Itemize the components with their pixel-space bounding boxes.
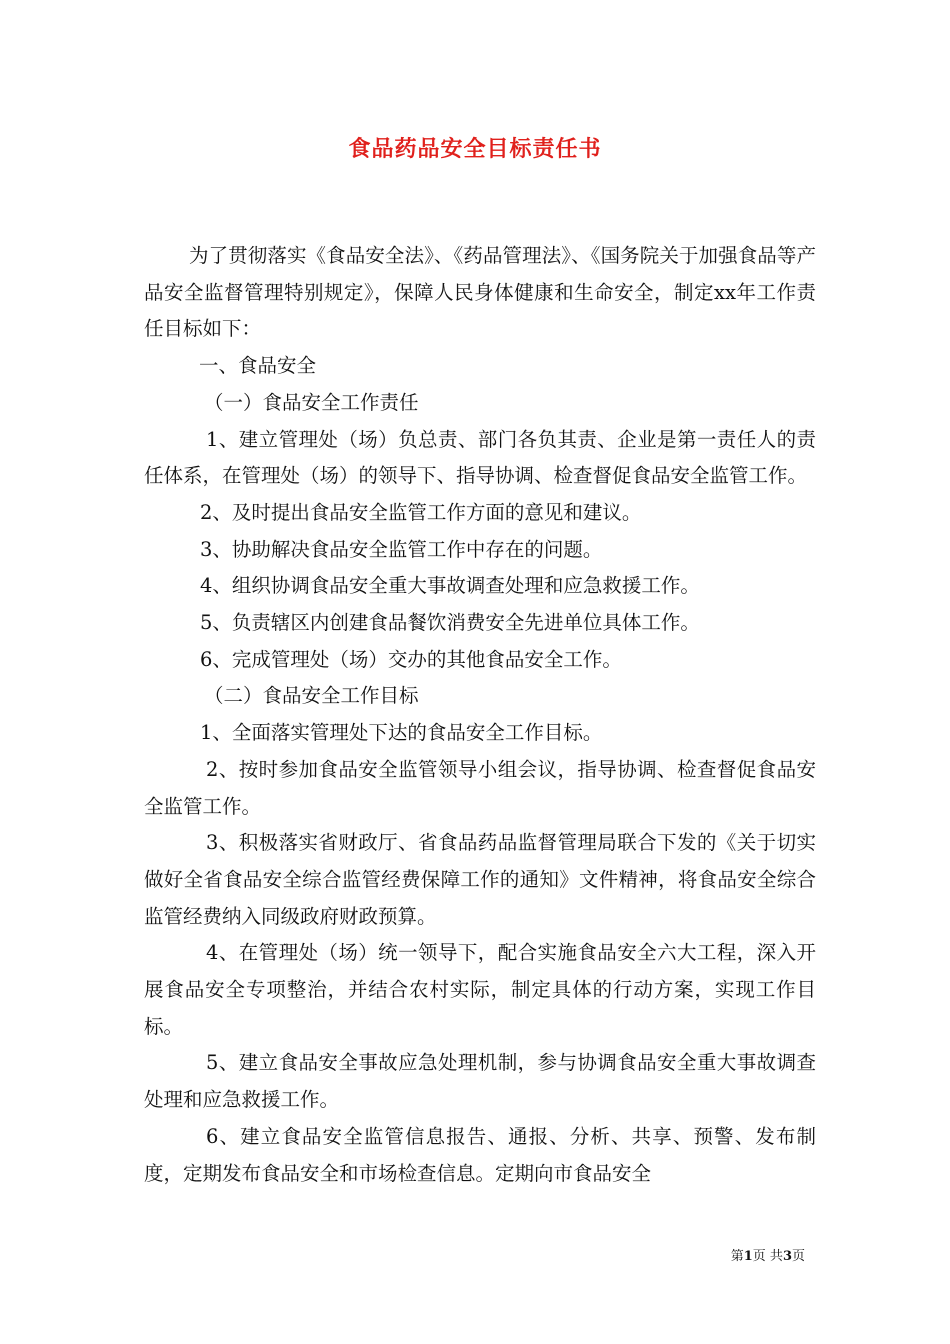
footer-prefix: 第	[730, 1249, 744, 1264]
paragraph: 为了贯彻落实《食品安全法》、《药品管理法》、《国务院关于加强食品等产品安全监督管理特别规定》，保障人民身体健康和生命安全，制定xx年工作责任目标如下：	[144, 244, 816, 341]
paragraph: 2、及时提出食品安全监管工作方面的意见和建议。	[200, 500, 642, 524]
document-title: 食品药品安全目标责任书	[348, 136, 602, 162]
paragraph: 6、建立食品安全监管信息报告、通报、分析、共享、预警、发布制度，定期发布食品安全和市场检查信息。定期向市食品安全	[144, 1124, 816, 1185]
paragraph: 1、全面落实管理处下达的食品安全工作目标。	[200, 721, 603, 745]
paragraph: 5、负责辖区内创建食品餐饮消费安全先进单位具体工作。	[200, 611, 700, 635]
footer-middle: 页 共	[752, 1249, 783, 1264]
paragraph: 6、完成管理处（场）交办的其他食品安全工作。	[200, 647, 622, 671]
paragraph: 3、积极落实省财政厅、省食品药品监督管理局联合下发的《关于切实做好全省食品安全综合监管经费保障工作的通知》文件精神，将食品安全综合监管经费纳入同级政府财政预算。	[144, 831, 816, 928]
paragraph: 3、协助解决食品安全监管工作中存在的问题。	[200, 537, 603, 561]
paragraph: 4、在管理处（场）统一领导下，配合实施食品安全六大工程，深入开展食品安全专项整治，并结合农村实际，制定具体的行动方案，实现工作目标。	[144, 941, 816, 1038]
paragraph: （二）食品安全工作目标	[204, 684, 419, 708]
paragraph: 1、建立管理处（场）负总责、部门各负其责、企业是第一责任人的责任体系，在管理处（场）的领导下、指导协调、检查督促食品安全监管工作。	[144, 427, 816, 488]
footer-suffix: 页	[791, 1249, 805, 1264]
paragraph: 5、建立食品安全事故应急处理机制，参与协调食品安全重大事故调查处理和应急救援工作。	[144, 1051, 816, 1112]
document-body	[144, 238, 816, 1192]
paragraph: 2、按时参加食品安全监管领导小组会议，指导协调、检查督促食品安全监管工作。	[144, 757, 816, 818]
paragraph: （一）食品安全工作责任	[204, 390, 419, 414]
footer-current-page: 1	[743, 1249, 753, 1264]
paragraph: 4、组织协调食品安全重大事故调查处理和应急救援工作。	[200, 574, 700, 598]
page-footer	[0, 1247, 805, 1267]
paragraph: 一、食品安全	[199, 354, 317, 378]
footer-total-pages: 3	[782, 1249, 792, 1264]
